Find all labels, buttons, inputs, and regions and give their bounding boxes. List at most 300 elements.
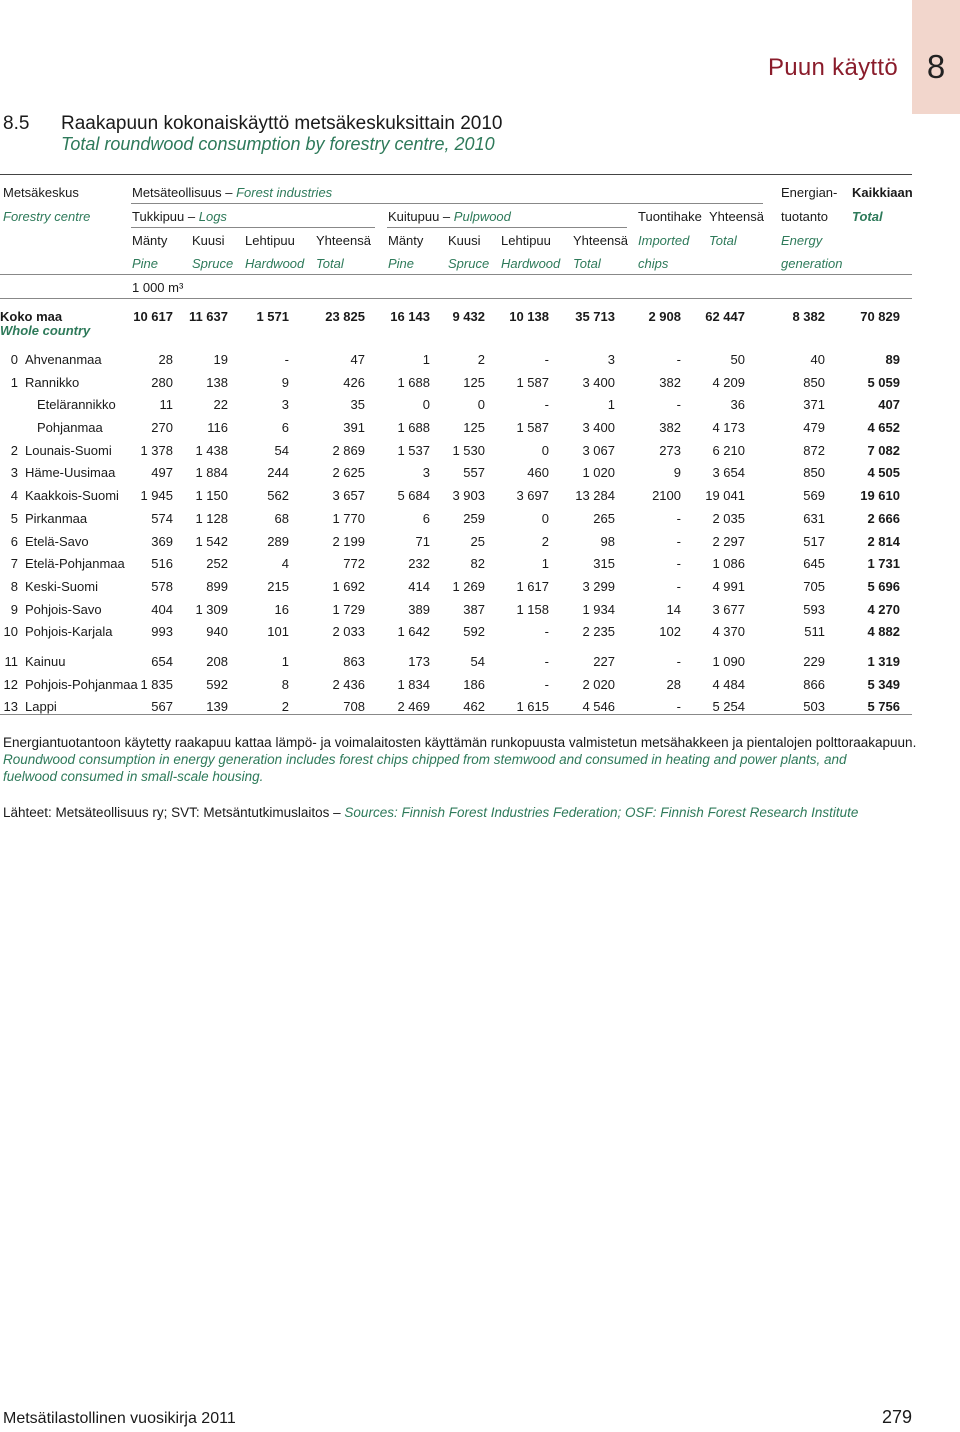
unit-label: 1 000 m³ xyxy=(132,280,184,295)
cell-pulp-pine: 389 xyxy=(408,601,430,617)
cell-forest-industries-total: 4 991 xyxy=(712,578,745,594)
cell-pulp-pine: 1 688 xyxy=(397,420,430,436)
cell-logs-total: 1 692 xyxy=(332,578,365,594)
cell-logs-spruce: 1 150 xyxy=(195,488,228,504)
cell-forest-industries-total: 3 677 xyxy=(712,601,745,617)
cell-logs-total: 2 033 xyxy=(332,624,365,640)
cell-logs-spruce: 138 xyxy=(206,374,228,390)
cell-logs-spruce: 940 xyxy=(206,624,228,640)
row-label-fi: Koko maa xyxy=(0,309,63,324)
table-row xyxy=(0,440,912,463)
cell-pulp-pine: 1 834 xyxy=(397,676,430,692)
cell-pulp-total: 13 284 xyxy=(575,488,615,504)
cell-logs-pine: 574 xyxy=(151,510,173,526)
header-pulp-total-en: Total xyxy=(573,256,601,271)
cell-logs-total: 3 657 xyxy=(332,488,365,504)
header-logs-spruce-en: Spruce xyxy=(192,256,234,271)
cell-imported-chips: - xyxy=(676,397,681,413)
cell-pulp-pine: 1 688 xyxy=(397,374,430,390)
cell-grand-total: 407 xyxy=(878,397,900,413)
cell-forest-industries-total: 4 370 xyxy=(712,624,745,640)
cell-pulp-spruce: 3 903 xyxy=(452,488,485,504)
cell-pulp-spruce: 54 xyxy=(470,653,485,669)
cell-logs-hardwood: 6 xyxy=(281,420,289,436)
cell-logs-total: 1 729 xyxy=(332,601,365,617)
table-row xyxy=(0,576,912,599)
cell-logs-spruce: 1 438 xyxy=(195,442,228,458)
table-number: 8.5 xyxy=(3,113,30,134)
cell-logs-hardwood: 8 xyxy=(281,676,289,692)
cell-pulp-hardwood: 0 xyxy=(541,442,549,458)
cell-grand-total: 4 652 xyxy=(867,420,900,436)
logs-rule xyxy=(131,227,375,228)
cell-pulp-pine: 173 xyxy=(408,653,430,669)
cell-pulp-hardwood: - xyxy=(544,397,549,413)
cell-pulp-total: 3 067 xyxy=(582,442,615,458)
cell-pulp-hardwood: 3 697 xyxy=(516,488,549,504)
cell-pulp-spruce: 186 xyxy=(463,676,485,692)
cell-pulp-spruce: 9 432 xyxy=(452,309,485,324)
cell-pulp-pine: 6 xyxy=(422,510,430,526)
cell-logs-pine: 567 xyxy=(151,699,173,715)
cell-logs-spruce: 1 309 xyxy=(195,601,228,617)
cell-grand-total: 2 814 xyxy=(867,533,900,549)
row-index: 12 xyxy=(3,676,18,692)
cell-pulp-total: 4 546 xyxy=(582,699,615,715)
cell-imported-chips: - xyxy=(676,556,681,572)
header-energy-en2: generation xyxy=(781,256,843,271)
data-table xyxy=(0,306,912,719)
cell-pulp-pine: 16 143 xyxy=(390,309,430,324)
cell-forest-industries-total: 50 xyxy=(730,352,745,367)
cell-logs-spruce: 1 128 xyxy=(195,510,228,526)
cell-energy: 569 xyxy=(803,488,825,504)
cell-grand-total: 2 666 xyxy=(867,510,900,526)
cell-imported-chips: 102 xyxy=(659,624,681,640)
cell-pulp-spruce: 557 xyxy=(463,465,485,481)
cell-pulp-pine: 71 xyxy=(415,533,430,549)
forest-industries-rule xyxy=(131,203,763,204)
cell-pulp-hardwood: 1 615 xyxy=(516,699,549,715)
table-title-fi xyxy=(3,113,502,135)
cell-logs-total: 426 xyxy=(343,374,365,390)
cell-forest-industries-total: 62 447 xyxy=(705,309,745,324)
cell-imported-chips: 273 xyxy=(659,442,681,458)
row-index: 1 xyxy=(10,374,18,390)
cell-pulp-hardwood: 2 xyxy=(541,533,549,549)
cell-logs-hardwood: 4 xyxy=(281,556,289,572)
header-logs-en: Logs xyxy=(198,209,227,224)
table-row xyxy=(0,372,912,395)
cell-pulp-pine: 414 xyxy=(408,578,430,594)
row-index: 4 xyxy=(10,488,18,504)
header-pulp-spruce-en: Spruce xyxy=(448,256,490,271)
header-pulp-en: Pulpwood xyxy=(453,209,511,224)
row-index: 2 xyxy=(10,442,18,458)
cell-energy: 479 xyxy=(803,420,825,436)
table-row xyxy=(0,651,912,674)
cell-pulp-hardwood: 1 158 xyxy=(516,601,549,617)
header-forest-industries xyxy=(132,185,332,201)
cell-grand-total: 19 610 xyxy=(860,488,900,504)
cell-pulp-spruce: 1 530 xyxy=(452,442,485,458)
cell-imported-chips: 2100 xyxy=(652,488,681,504)
cell-logs-hardwood: 101 xyxy=(267,624,289,640)
header-grand-total-fi: Kaikkiaan xyxy=(852,185,913,200)
cell-grand-total: 4 270 xyxy=(867,601,900,617)
cell-logs-total: 772 xyxy=(343,556,365,572)
sources-fi: Lähteet: Metsäteollisuus ry; SVT: Metsäntutkimuslaitos – xyxy=(3,805,341,820)
cell-logs-total: 2 436 xyxy=(332,676,365,692)
cell-pulp-hardwood: - xyxy=(544,624,549,640)
cell-pulp-hardwood: 1 587 xyxy=(516,374,549,390)
chapter-title: Puun käyttö xyxy=(767,54,898,81)
cell-grand-total: 5 349 xyxy=(867,676,900,692)
row-label: Keski-Suomi xyxy=(25,578,98,594)
row-label-en: Whole country xyxy=(0,323,91,338)
header-logs-total-en: Total xyxy=(316,256,344,271)
row-label: Lappi xyxy=(25,699,57,715)
cell-logs-hardwood: 562 xyxy=(267,488,289,504)
cell-pulp-total: 227 xyxy=(593,653,615,669)
cell-energy: 229 xyxy=(803,653,825,669)
cell-pulp-total: 2 020 xyxy=(582,676,615,692)
cell-logs-total: 2 869 xyxy=(332,442,365,458)
table-row xyxy=(0,696,912,719)
row-label: Ahvenanmaa xyxy=(25,352,102,367)
header-pulp xyxy=(388,209,511,225)
cell-energy: 517 xyxy=(803,533,825,549)
cell-pulp-total: 2 235 xyxy=(582,624,615,640)
cell-logs-spruce: 11 637 xyxy=(188,309,228,324)
cell-pulp-total: 1 xyxy=(607,397,615,413)
cell-logs-hardwood: 2 xyxy=(281,699,289,715)
header-forest-industries-en: Forest industries xyxy=(236,185,333,200)
cell-logs-pine: 1 945 xyxy=(140,488,173,504)
cell-pulp-pine: 1 642 xyxy=(397,624,430,640)
cell-imported-chips: 2 908 xyxy=(648,309,681,324)
table-row xyxy=(0,531,912,554)
cell-logs-hardwood: 68 xyxy=(274,510,289,526)
cell-forest-industries-total: 3 654 xyxy=(712,465,745,481)
header-chips-en2: chips xyxy=(638,256,669,271)
cell-pulp-pine: 5 684 xyxy=(397,488,430,504)
row-index: 11 xyxy=(4,653,18,669)
cell-logs-pine: 993 xyxy=(151,624,173,640)
cell-logs-hardwood: 244 xyxy=(267,465,289,481)
cell-pulp-spruce: 259 xyxy=(463,510,485,526)
table-row xyxy=(0,349,912,372)
cell-energy: 631 xyxy=(803,510,825,526)
header-pulp-hardwood-fi: Lehtipuu xyxy=(501,233,551,248)
row-index: 13 xyxy=(3,699,18,715)
cell-logs-spruce: 252 xyxy=(206,556,228,572)
row-label: Lounais-Suomi xyxy=(25,442,112,458)
cell-pulp-total: 3 299 xyxy=(582,578,615,594)
cell-logs-hardwood: 16 xyxy=(274,601,289,617)
table-row xyxy=(0,674,912,697)
cell-pulp-pine: 232 xyxy=(408,556,430,572)
cell-logs-spruce: 22 xyxy=(213,397,228,413)
cell-logs-spruce: 19 xyxy=(213,352,228,367)
cell-pulp-hardwood: 0 xyxy=(541,510,549,526)
cell-logs-total: 708 xyxy=(343,699,365,715)
cell-pulp-hardwood: 1 587 xyxy=(516,420,549,436)
cell-logs-hardwood: 289 xyxy=(267,533,289,549)
cell-logs-hardwood: 54 xyxy=(274,442,289,458)
header-col0-fi: Metsäkeskus xyxy=(3,185,79,200)
cell-logs-total: 391 xyxy=(343,420,365,436)
cell-forest-industries-total: 2 035 xyxy=(712,510,745,526)
table-title-fi-text: Raakapuun kokonaiskäyttö metsäkeskuksittain 2010 xyxy=(61,113,503,134)
cell-logs-spruce: 116 xyxy=(207,420,228,436)
cell-pulp-spruce: 387 xyxy=(463,601,485,617)
table-bottom-rule xyxy=(0,714,912,715)
row-index: 0 xyxy=(10,352,18,367)
cell-logs-spruce: 1 884 xyxy=(195,465,228,481)
cell-imported-chips: 28 xyxy=(666,676,681,692)
header-fi-total-en: Total xyxy=(709,233,737,248)
cell-energy: 850 xyxy=(803,465,825,481)
cell-pulp-hardwood: 1 617 xyxy=(516,578,549,594)
row-index: 7 xyxy=(10,556,18,572)
header-pulp-hardwood-en: Hardwood xyxy=(501,256,561,271)
header-pulp-total-fi: Yhteensä xyxy=(573,233,628,248)
cell-logs-hardwood: 9 xyxy=(281,374,289,390)
cell-logs-hardwood: - xyxy=(284,352,289,367)
note-fi: Energiantuotantoon käytetty raakapuu kattaa lämpö- ja voimalaitosten käyttämän runkopuusta valmistetun metsähakkeen ja pientalojen polttoraakapuun. xyxy=(3,735,917,750)
cell-pulp-pine: 1 xyxy=(422,352,430,367)
cell-pulp-pine: 0 xyxy=(422,397,430,413)
header-energy-en1: Energy xyxy=(781,233,823,248)
cell-grand-total: 5 696 xyxy=(867,578,900,594)
cell-logs-spruce: 1 542 xyxy=(195,533,228,549)
cell-forest-industries-total: 2 297 xyxy=(712,533,745,549)
cell-pulp-spruce: 2 xyxy=(477,352,485,367)
row-gap xyxy=(0,342,912,349)
cell-pulp-pine: 3 xyxy=(422,465,430,481)
row-label: Häme-Uusimaa xyxy=(25,465,116,481)
cell-pulp-total: 35 713 xyxy=(575,309,615,324)
cell-pulp-spruce: 25 xyxy=(470,533,485,549)
cell-pulp-total: 1 934 xyxy=(582,601,615,617)
cell-energy: 511 xyxy=(804,624,825,640)
pulp-rule xyxy=(387,227,627,228)
table-row xyxy=(0,394,912,417)
sources xyxy=(3,804,858,821)
table-row xyxy=(0,508,912,531)
row-index: 9 xyxy=(10,601,18,617)
cell-pulp-spruce: 592 xyxy=(463,624,485,640)
cell-logs-pine: 10 617 xyxy=(133,309,173,324)
header-logs-pine-en: Pine xyxy=(132,256,159,271)
cell-forest-industries-total: 4 484 xyxy=(712,676,745,692)
header-fi-total-fi: Yhteensä xyxy=(709,209,764,224)
row-label: Pohjois-Karjala xyxy=(25,624,113,640)
cell-logs-pine: 1 835 xyxy=(140,676,173,692)
row-index: 3 xyxy=(10,465,18,481)
cell-pulp-spruce: 462 xyxy=(463,699,485,715)
cell-imported-chips: - xyxy=(676,352,681,367)
cell-grand-total: 7 082 xyxy=(867,442,900,458)
cell-forest-industries-total: 6 210 xyxy=(712,442,745,458)
cell-energy: 645 xyxy=(803,556,825,572)
table-row-whole-country xyxy=(0,306,912,342)
header-logs xyxy=(132,209,227,225)
cell-energy: 872 xyxy=(803,442,825,458)
header-chips-fi: Tuontihake xyxy=(638,209,702,224)
chapter-number-tab xyxy=(912,0,960,114)
header-logs-fi: Tukkipuu – xyxy=(132,209,196,224)
row-gap xyxy=(0,644,912,651)
note-en-line2: fuelwood consumed in small-scale housing. xyxy=(3,769,264,784)
cell-logs-spruce: 899 xyxy=(206,578,228,594)
cell-energy: 850 xyxy=(803,374,825,390)
cell-logs-hardwood: 1 571 xyxy=(256,309,289,324)
cell-logs-total: 35 xyxy=(350,397,365,413)
row-label: Pohjois-Pohjanmaa xyxy=(25,676,138,692)
cell-imported-chips: - xyxy=(676,578,681,594)
cell-logs-pine: 516 xyxy=(151,556,173,572)
cell-imported-chips: 382 xyxy=(659,420,681,436)
row-label: Pirkanmaa xyxy=(25,510,88,526)
row-index: 10 xyxy=(3,624,18,640)
cell-logs-pine: 578 xyxy=(151,578,173,594)
table-row xyxy=(0,462,912,485)
cell-logs-total: 863 xyxy=(343,653,365,669)
note-en-line1: Roundwood consumption in energy generation includes forest chips chipped from stemwood and consumed in heating and power plants, and xyxy=(3,752,847,767)
header-chips-en1: Imported xyxy=(638,233,690,248)
cell-forest-industries-total: 4 173 xyxy=(712,420,745,436)
cell-forest-industries-total: 36 xyxy=(730,397,745,413)
cell-pulp-hardwood: 460 xyxy=(527,465,549,481)
cell-logs-total: 47 xyxy=(350,352,365,367)
footer-page-number: 279 xyxy=(881,1407,912,1427)
header-grand-total-en: Total xyxy=(852,209,883,224)
cell-grand-total: 70 829 xyxy=(860,309,900,324)
cell-pulp-hardwood: - xyxy=(544,653,549,669)
header-pulp-pine-fi: Mänty xyxy=(388,233,424,248)
header-logs-spruce-fi: Kuusi xyxy=(192,233,225,248)
cell-logs-spruce: 592 xyxy=(206,676,228,692)
cell-logs-spruce: 208 xyxy=(206,653,228,669)
cell-logs-hardwood: 3 xyxy=(281,397,289,413)
cell-energy: 371 xyxy=(803,397,825,413)
header-logs-pine-fi: Mänty xyxy=(132,233,168,248)
cell-grand-total: 4 882 xyxy=(867,624,900,640)
cell-pulp-total: 3 xyxy=(607,352,615,367)
cell-logs-total: 2 199 xyxy=(332,533,365,549)
cell-imported-chips: 14 xyxy=(666,601,681,617)
cell-pulp-spruce: 125 xyxy=(463,420,485,436)
row-label: Etelä-Pohjanmaa xyxy=(25,556,125,572)
cell-pulp-hardwood: - xyxy=(544,676,549,692)
header-pulp-fi: Kuitupuu – xyxy=(388,209,451,224)
cell-grand-total: 1 731 xyxy=(867,556,900,572)
cell-pulp-total: 98 xyxy=(600,533,615,549)
cell-logs-pine: 497 xyxy=(151,465,173,481)
cell-grand-total: 5 059 xyxy=(867,374,900,390)
cell-forest-industries-total: 4 209 xyxy=(712,374,745,390)
row-label: Etelärannikko xyxy=(37,397,116,413)
table-row xyxy=(0,485,912,508)
cell-logs-pine: 404 xyxy=(151,601,173,617)
cell-logs-hardwood: 215 xyxy=(267,578,289,594)
table-row xyxy=(0,553,912,576)
header-bottom-rule xyxy=(0,274,912,275)
table-row xyxy=(0,599,912,622)
region-rows xyxy=(0,349,912,719)
cell-imported-chips: 382 xyxy=(659,374,681,390)
row-index: 6 xyxy=(10,533,18,549)
chapter-number: 8 xyxy=(926,48,946,85)
row-label: Pohjois-Savo xyxy=(25,601,102,617)
cell-imported-chips: - xyxy=(676,653,681,669)
cell-pulp-spruce: 1 269 xyxy=(452,578,485,594)
header-energy-fi2: tuotanto xyxy=(781,209,828,224)
cell-imported-chips: 9 xyxy=(673,465,681,481)
cell-pulp-spruce: 125 xyxy=(463,374,485,390)
cell-logs-pine: 280 xyxy=(151,374,173,390)
cell-pulp-total: 3 400 xyxy=(582,420,615,436)
cell-logs-pine: 11 xyxy=(159,397,173,413)
cell-logs-pine: 654 xyxy=(151,653,173,669)
row-label: Pohjanmaa xyxy=(37,420,103,436)
footer-book-title: Metsätilastollinen vuosikirja 2011 xyxy=(3,1410,236,1427)
cell-forest-industries-total: 5 254 xyxy=(712,699,745,715)
cell-pulp-hardwood: 1 xyxy=(541,556,549,572)
cell-grand-total: 1 319 xyxy=(867,653,900,669)
header-col0-en: Forestry centre xyxy=(3,209,91,224)
cell-energy: 593 xyxy=(803,601,825,617)
cell-logs-pine: 28 xyxy=(158,352,173,367)
table-row xyxy=(0,417,912,440)
unit-bottom-rule xyxy=(0,298,912,299)
cell-energy: 866 xyxy=(803,676,825,692)
cell-forest-industries-total: 1 090 xyxy=(712,653,745,669)
row-label: Kainuu xyxy=(25,653,66,669)
cell-logs-spruce: 139 xyxy=(206,699,228,715)
cell-energy: 705 xyxy=(803,578,825,594)
cell-pulp-total: 315 xyxy=(593,556,615,572)
cell-pulp-spruce: 0 xyxy=(477,397,485,413)
header-logs-total-fi: Yhteensä xyxy=(316,233,371,248)
cell-logs-pine: 369 xyxy=(151,533,173,549)
header-energy-fi1: Energian- xyxy=(781,185,838,200)
cell-logs-pine: 270 xyxy=(151,420,173,436)
cell-pulp-total: 265 xyxy=(593,510,615,526)
header-forest-industries-fi: Metsäteollisuus – xyxy=(132,185,233,200)
cell-grand-total: 5 756 xyxy=(867,699,900,715)
header-logs-hardwood-en: Hardwood xyxy=(245,256,305,271)
cell-imported-chips: - xyxy=(676,510,681,526)
cell-pulp-hardwood: 10 138 xyxy=(509,309,549,324)
cell-logs-total: 2 625 xyxy=(332,465,365,481)
cell-logs-total: 23 825 xyxy=(325,309,365,324)
row-index: 5 xyxy=(10,510,18,526)
cell-logs-pine: 1 378 xyxy=(140,442,173,458)
cell-imported-chips: - xyxy=(676,533,681,549)
cell-logs-hardwood: 1 xyxy=(281,653,289,669)
cell-forest-industries-total: 19 041 xyxy=(705,488,745,504)
cell-forest-industries-total: 1 086 xyxy=(712,556,745,572)
cell-pulp-spruce: 82 xyxy=(470,556,485,572)
cell-pulp-total: 3 400 xyxy=(582,374,615,390)
header-pulp-pine-en: Pine xyxy=(388,256,415,271)
cell-energy: 40 xyxy=(810,352,825,367)
cell-imported-chips: - xyxy=(676,699,681,715)
cell-pulp-total: 1 020 xyxy=(582,465,615,481)
